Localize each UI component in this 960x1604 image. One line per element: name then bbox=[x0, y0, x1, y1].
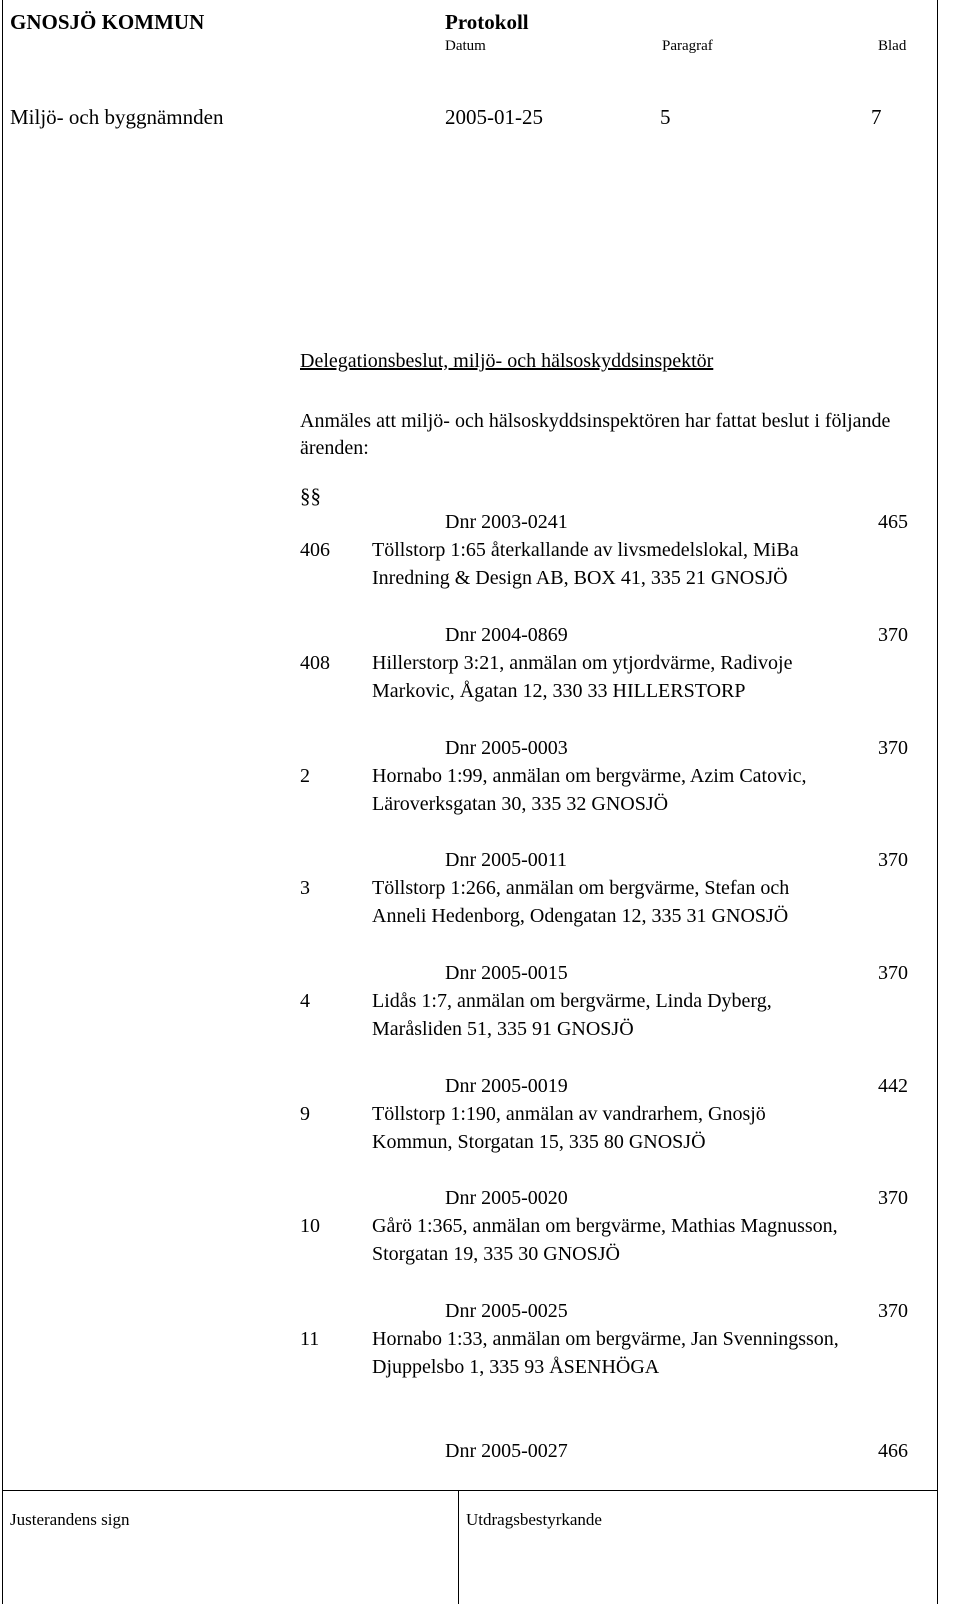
footer-separator bbox=[458, 1490, 459, 1604]
case-dnr: Dnr 2005-0003 bbox=[445, 737, 568, 759]
signature-label: Justerandens sign bbox=[10, 1510, 130, 1529]
case-number: 4 bbox=[300, 990, 310, 1012]
section-intro: Anmäles att miljö- och hälsoskyddsinspektören har fattat beslut i följande ärenden: bbox=[300, 410, 891, 459]
case-number: 9 bbox=[300, 1103, 310, 1125]
case-dnr: Dnr 2005-0025 bbox=[445, 1300, 568, 1322]
doc-type: Protokoll bbox=[445, 10, 529, 34]
left-border bbox=[2, 0, 3, 1604]
case-code: 370 bbox=[878, 624, 908, 646]
label-page: Blad bbox=[878, 38, 907, 54]
case-line1: Töllstorp 1:266, anmälan om bergvärme, Stefan och bbox=[372, 877, 790, 899]
case-line1: Hillerstorp 3:21, anmälan om ytjordvärme, Radivoje bbox=[372, 652, 793, 674]
case-dnr: Dnr 2005-0020 bbox=[445, 1187, 568, 1209]
footer-divider bbox=[2, 1490, 938, 1491]
case-line1: Hornabo 1:99, anmälan om bergvärme, Azim Catovic, bbox=[372, 765, 807, 787]
paragraph-symbol: §§ bbox=[300, 484, 321, 508]
case-code: 370 bbox=[878, 1187, 908, 1209]
trailing-dnr: Dnr 2005-0027 bbox=[445, 1440, 568, 1462]
case-dnr: Dnr 2005-0019 bbox=[445, 1075, 568, 1097]
label-date: Datum bbox=[445, 38, 486, 54]
case-dnr: Dnr 2005-0015 bbox=[445, 962, 568, 984]
case-dnr: Dnr 2004-0869 bbox=[445, 624, 568, 646]
case-code: 370 bbox=[878, 737, 908, 759]
case-code: 370 bbox=[878, 962, 908, 984]
trailing-code: 466 bbox=[878, 1440, 908, 1462]
case-code: 370 bbox=[878, 1300, 908, 1322]
extract-label: Utdragsbestyrkande bbox=[466, 1510, 602, 1529]
case-line2: Inredning & Design AB, BOX 41, 335 21 GNOSJÖ bbox=[372, 567, 788, 589]
case-number: 11 bbox=[300, 1328, 320, 1350]
case-number: 406 bbox=[300, 539, 330, 561]
right-border bbox=[937, 0, 938, 1604]
case-number: 3 bbox=[300, 877, 310, 899]
case-line2: Anneli Hedenborg, Odengatan 12, 335 31 GNOSJÖ bbox=[372, 905, 789, 927]
case-line2: Storgatan 19, 335 30 GNOSJÖ bbox=[372, 1243, 620, 1265]
case-line1: Hornabo 1:33, anmälan om bergvärme, Jan Svenningsson, bbox=[372, 1328, 839, 1350]
case-dnr: Dnr 2003-0241 bbox=[445, 511, 568, 533]
case-code: 370 bbox=[878, 849, 908, 871]
case-line1: Lidås 1:7, anmälan om bergvärme, Linda Dyberg, bbox=[372, 990, 772, 1012]
org-name: GNOSJÖ KOMMUN bbox=[10, 10, 205, 34]
case-line2: Djuppelsbo 1, 335 93 ÅSENHÖGA bbox=[372, 1356, 660, 1378]
case-line1: Töllstorp 1:190, anmälan av vandrarhem, Gnosjö bbox=[372, 1103, 766, 1125]
case-dnr: Dnr 2005-0011 bbox=[445, 849, 568, 871]
case-line2: Läroverksgatan 30, 335 32 GNOSJÖ bbox=[372, 793, 669, 815]
case-number: 408 bbox=[300, 652, 330, 674]
case-line1: Töllstorp 1:65 återkallande av livsmedelslokal, MiBa bbox=[372, 539, 799, 561]
case-line2: Kommun, Storgatan 15, 335 80 GNOSJÖ bbox=[372, 1131, 706, 1153]
page-number: 7 bbox=[871, 105, 882, 129]
paragraph-number: 5 bbox=[660, 105, 671, 129]
case-code: 465 bbox=[878, 511, 908, 533]
case-line2: Maråsliden 51, 335 91 GNOSJÖ bbox=[372, 1018, 634, 1040]
committee-name: Miljö- och byggnämnden bbox=[10, 105, 224, 129]
case-code: 442 bbox=[878, 1075, 908, 1097]
case-line2: Markovic, Ågatan 12, 330 33 HILLERSTORP bbox=[372, 680, 746, 702]
label-paragraph: Paragraf bbox=[662, 38, 713, 54]
meeting-date: 2005-01-25 bbox=[445, 105, 543, 129]
case-line1: Gårö 1:365, anmälan om bergvärme, Mathias Magnusson, bbox=[372, 1215, 838, 1237]
case-number: 10 bbox=[300, 1215, 320, 1237]
case-number: 2 bbox=[300, 765, 310, 787]
section-title: Delegationsbeslut, miljö- och hälsoskyddsinspektör bbox=[300, 350, 714, 372]
